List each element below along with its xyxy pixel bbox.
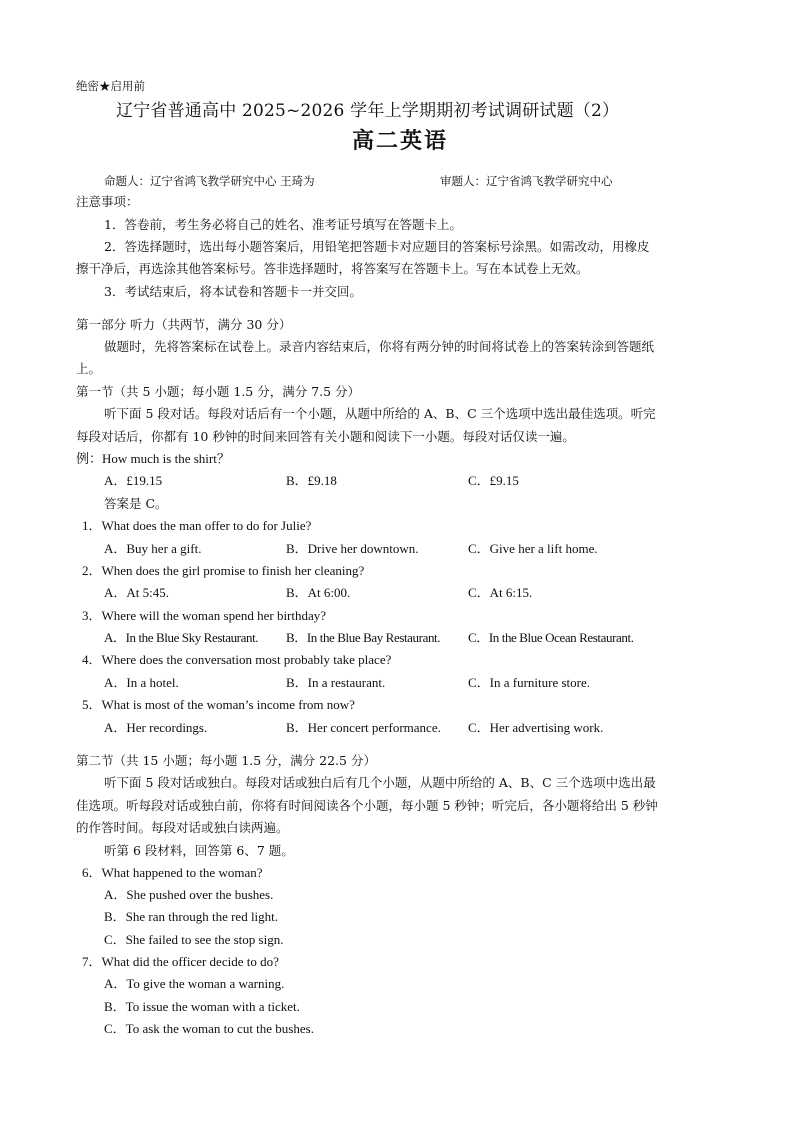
q4-option-a: A．In a hotel. xyxy=(104,675,179,690)
q3-option-c: C．In the Blue Ocean Restaurant. xyxy=(468,630,634,645)
example-question: 例：How much is the shirt？ xyxy=(76,451,230,466)
question-4: 4．Where does the conversation most probably take place? xyxy=(82,652,392,667)
q2-option-b: B．At 6:00. xyxy=(286,585,351,600)
q4-option-b: B．In a restaurant. xyxy=(286,675,386,690)
confidential-label: 绝密★启用前 xyxy=(76,79,145,93)
section1-intro-line2: 每段对话后，你都有 10 秒钟的时间来回答有关小题和阅读下一小题。每段对话仅读一遍。 xyxy=(76,429,575,444)
part1-intro-line1: 做题时，先将答案标在试卷上。录音内容结束后，你将有两分钟的时间将试卷上的答案转涂到答题纸 xyxy=(104,339,655,354)
part1-intro-line2: 上。 xyxy=(76,361,102,376)
note-2-line2: 擦干净后，再选涂其他答案标号。答非选择题时，将答案写在答题卡上。写在本试卷上无效。 xyxy=(76,261,589,276)
notes-heading: 注意事项： xyxy=(76,194,139,209)
question-6: 6．What happened to the woman? xyxy=(82,865,263,880)
q1-option-c: C．Give her a lift home. xyxy=(468,541,598,556)
note-3: 3．考试结束后，将本试卷和答题卡一并交回。 xyxy=(104,284,362,299)
part1-heading: 第一部分 听力（共两节，满分 30 分） xyxy=(76,317,292,332)
q1-option-b: B．Drive her downtown. xyxy=(286,541,419,556)
q6-option-c: C．She failed to see the stop sign. xyxy=(104,932,284,947)
example-option-b: B．£9.18 xyxy=(286,473,337,488)
q5-option-a: A．Her recordings. xyxy=(104,720,208,735)
q7-option-a: A．To give the woman a warning. xyxy=(104,976,285,991)
q5-option-b: B．Her concert performance. xyxy=(286,720,441,735)
example-answer: 答案是 C。 xyxy=(104,496,168,511)
question-5: 5．What is most of the woman’s income from now? xyxy=(82,697,355,712)
q2-option-c: C．At 6:15. xyxy=(468,585,533,600)
question-7: 7．What did the officer decide to do? xyxy=(82,954,279,969)
q3-option-a: A．In the Blue Sky Restaurant. xyxy=(104,630,259,645)
example-option-a: A．£19.15 xyxy=(104,473,163,488)
question-3: 3．Where will the woman spend her birthday? xyxy=(82,608,327,623)
note-1: 1．答卷前，考生务必将自己的姓名、准考证号填写在答题卡上。 xyxy=(104,217,462,232)
section1-heading: 第一节（共 5 小题；每小题 1.5 分，满分 7.5 分） xyxy=(76,384,361,399)
q5-option-c: C．Her advertising work. xyxy=(468,720,604,735)
q2-option-a: A．At 5:45. xyxy=(104,585,170,600)
section1-intro-line1: 听下面 5 段对话。每段对话后有一个小题，从题中所给的 A、B、C 三个选项中选出最佳选项。听完 xyxy=(104,406,656,421)
q6-option-a: A．She pushed over the bushes. xyxy=(104,887,274,902)
question-2: 2．When does the girl promise to finish her cleaning? xyxy=(82,563,365,578)
q3-option-b: B．In the Blue Bay Restaurant. xyxy=(286,630,441,645)
reviewer-line: 审题人：辽宁省鸿飞教学研究中心 xyxy=(440,174,613,188)
q7-option-b: B．To issue the woman with a ticket. xyxy=(104,999,300,1014)
q4-option-c: C．In a furniture store. xyxy=(468,675,591,690)
q6-option-b: B．She ran through the red light. xyxy=(104,909,279,924)
question-1: 1．What does the man offer to do for Julie? xyxy=(82,518,312,533)
section2-intro-line3: 的作答时间。每段对话或独白读两遍。 xyxy=(76,820,289,835)
note-2-line1: 2．答选择题时，选出每小题答案后，用铅笔把答题卡对应题目的答案标号涂黑。如需改动，用橡皮 xyxy=(104,239,650,254)
subject-title: 高二英语 xyxy=(352,128,449,154)
example-option-c: C．£9.15 xyxy=(468,473,519,488)
section2-intro-line1: 听下面 5 段对话或独白。每段对话或独白后有几个小题，从题中所给的 A、B、C 三个选项中选出最 xyxy=(104,775,656,790)
exam-title: 辽宁省普通高中 2025~2026 学年上学期期初考试调研试题（2） xyxy=(116,101,620,121)
q1-option-a: A．Buy her a gift. xyxy=(104,541,202,556)
section2-heading: 第二节（共 15 小题；每小题 1.5 分，满分 22.5 分） xyxy=(76,753,376,768)
material-6-instruction: 听第 6 段材料，回答第 6、7 题。 xyxy=(104,843,294,858)
section2-intro-line2: 佳选项。听每段对话或独白前，你将有时间阅读各个小题，每小题 5 秒钟；听完后，各小题将给出 5 秒钟 xyxy=(76,798,658,813)
q7-option-c: C．To ask the woman to cut the bushes. xyxy=(104,1021,314,1036)
author-line: 命题人：辽宁省鸿飞教学研究中心 王琦为 xyxy=(104,174,315,188)
